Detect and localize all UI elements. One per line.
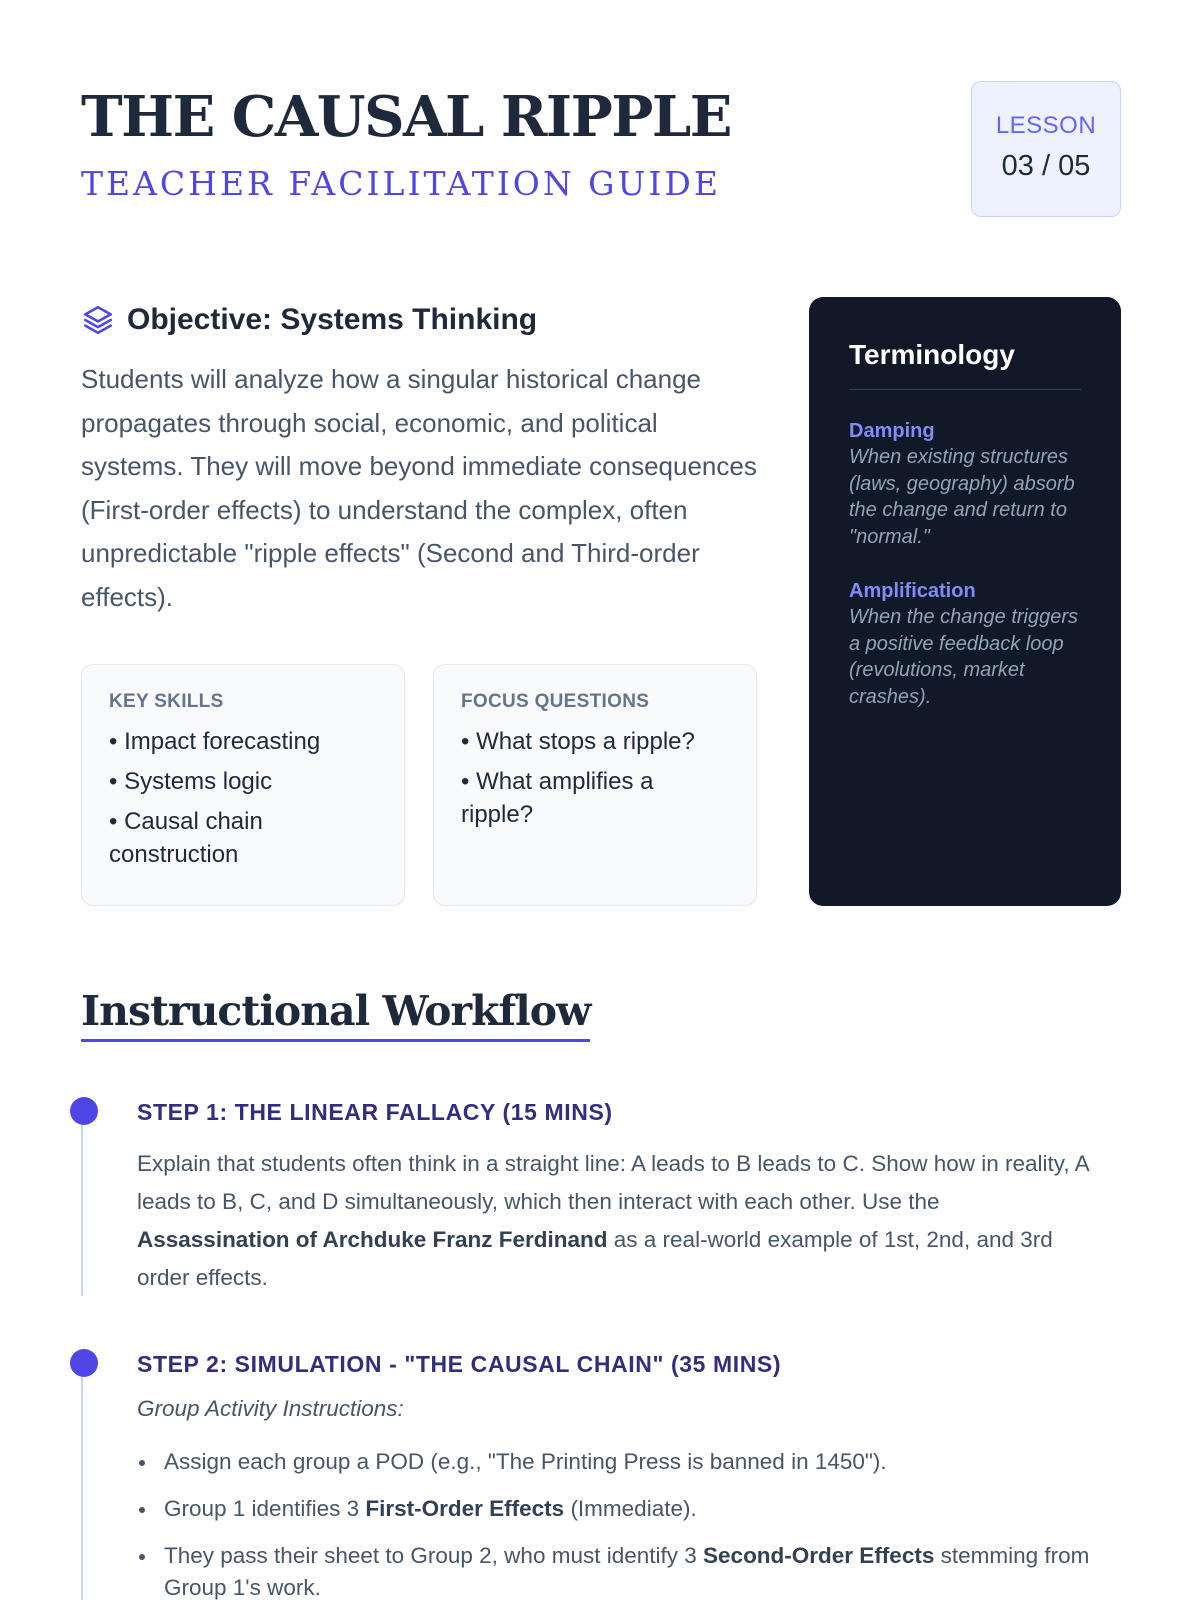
timeline-line bbox=[81, 1358, 83, 1600]
timeline-dot bbox=[70, 1097, 98, 1125]
lesson-number: 03 / 05 bbox=[1001, 150, 1091, 182]
timeline-line bbox=[81, 1106, 83, 1296]
step-body: Explain that students often think in a straight line: A leads to B leads to C. Show how in reality, A leads to B, C, and D simultaneously, which then interact with each other. Use the Assassination of Archduke Franz Ferdinand as a real-world example of 1st, 2nd, and 3rd order effects. bbox=[137, 1151, 1089, 1290]
key-skills-title: KEY SKILLS bbox=[109, 691, 224, 712]
list-item: Assign each group a POD (e.g., "The Printing Press is banned in 1450"). bbox=[137, 1446, 1097, 1478]
key-skills-card bbox=[81, 664, 405, 906]
focus-questions-card bbox=[433, 664, 757, 906]
list-item: • What amplifies a ripple? bbox=[461, 768, 654, 828]
term-name: Damping bbox=[849, 420, 935, 442]
lesson-badge bbox=[971, 81, 1121, 217]
step-2 bbox=[137, 1351, 1097, 1600]
layers-icon bbox=[81, 303, 115, 337]
step-title: STEP 2: SIMULATION - "THE CAUSAL CHAIN" (35 MINS) bbox=[137, 1351, 782, 1377]
page-header bbox=[81, 78, 1121, 218]
list-item: • Impact forecasting bbox=[109, 728, 321, 755]
objective-section bbox=[81, 296, 761, 619]
term-definition: When existing structures (laws, geography) absorb the change and return to "normal." bbox=[849, 446, 1075, 548]
step-title: STEP 1: THE LINEAR FALLACY (15 MINS) bbox=[137, 1099, 613, 1125]
focus-questions-title: FOCUS QUESTIONS bbox=[461, 691, 650, 712]
terminology-panel bbox=[809, 297, 1121, 906]
list-item: • Causal chain construction bbox=[109, 808, 263, 868]
objective-title: Objective: Systems Thinking bbox=[127, 303, 538, 336]
term-item bbox=[849, 420, 1081, 550]
list-item: • What stops a ripple? bbox=[461, 728, 695, 755]
list-item: They pass their sheet to Group 2, who must identify 3 Second-Order Effects stemming from Group 1's work. bbox=[137, 1540, 1097, 1600]
lesson-label: LESSON bbox=[995, 112, 1097, 139]
term-definition: When the change triggers a positive feedback loop (revolutions, market crashes). bbox=[849, 606, 1079, 708]
list-item: • Systems logic bbox=[109, 768, 273, 795]
page-subtitle: TEACHER FACILITATION GUIDE bbox=[81, 164, 721, 203]
term-name: Amplification bbox=[849, 580, 976, 602]
timeline-dot bbox=[70, 1349, 98, 1377]
list-item: Group 1 identifies 3 First-Order Effects (Immediate). bbox=[137, 1493, 1097, 1525]
objective-text: Students will analyze how a singular historical change propagates through social, economic, and political systems. They will move beyond immediate consequences (First-order effects) to understand the complex, often unpredictable "ripple effects" (Second and Third-order effects). bbox=[81, 364, 757, 612]
terminology-title: Terminology bbox=[849, 339, 1081, 390]
step-1 bbox=[137, 1099, 1097, 1297]
workflow-title: Instructional Workflow bbox=[81, 987, 590, 1042]
step-subtitle: Group Activity Instructions: bbox=[137, 1396, 404, 1421]
page-title: THE CAUSAL RIPPLE bbox=[81, 84, 731, 150]
term-item bbox=[849, 580, 1081, 710]
